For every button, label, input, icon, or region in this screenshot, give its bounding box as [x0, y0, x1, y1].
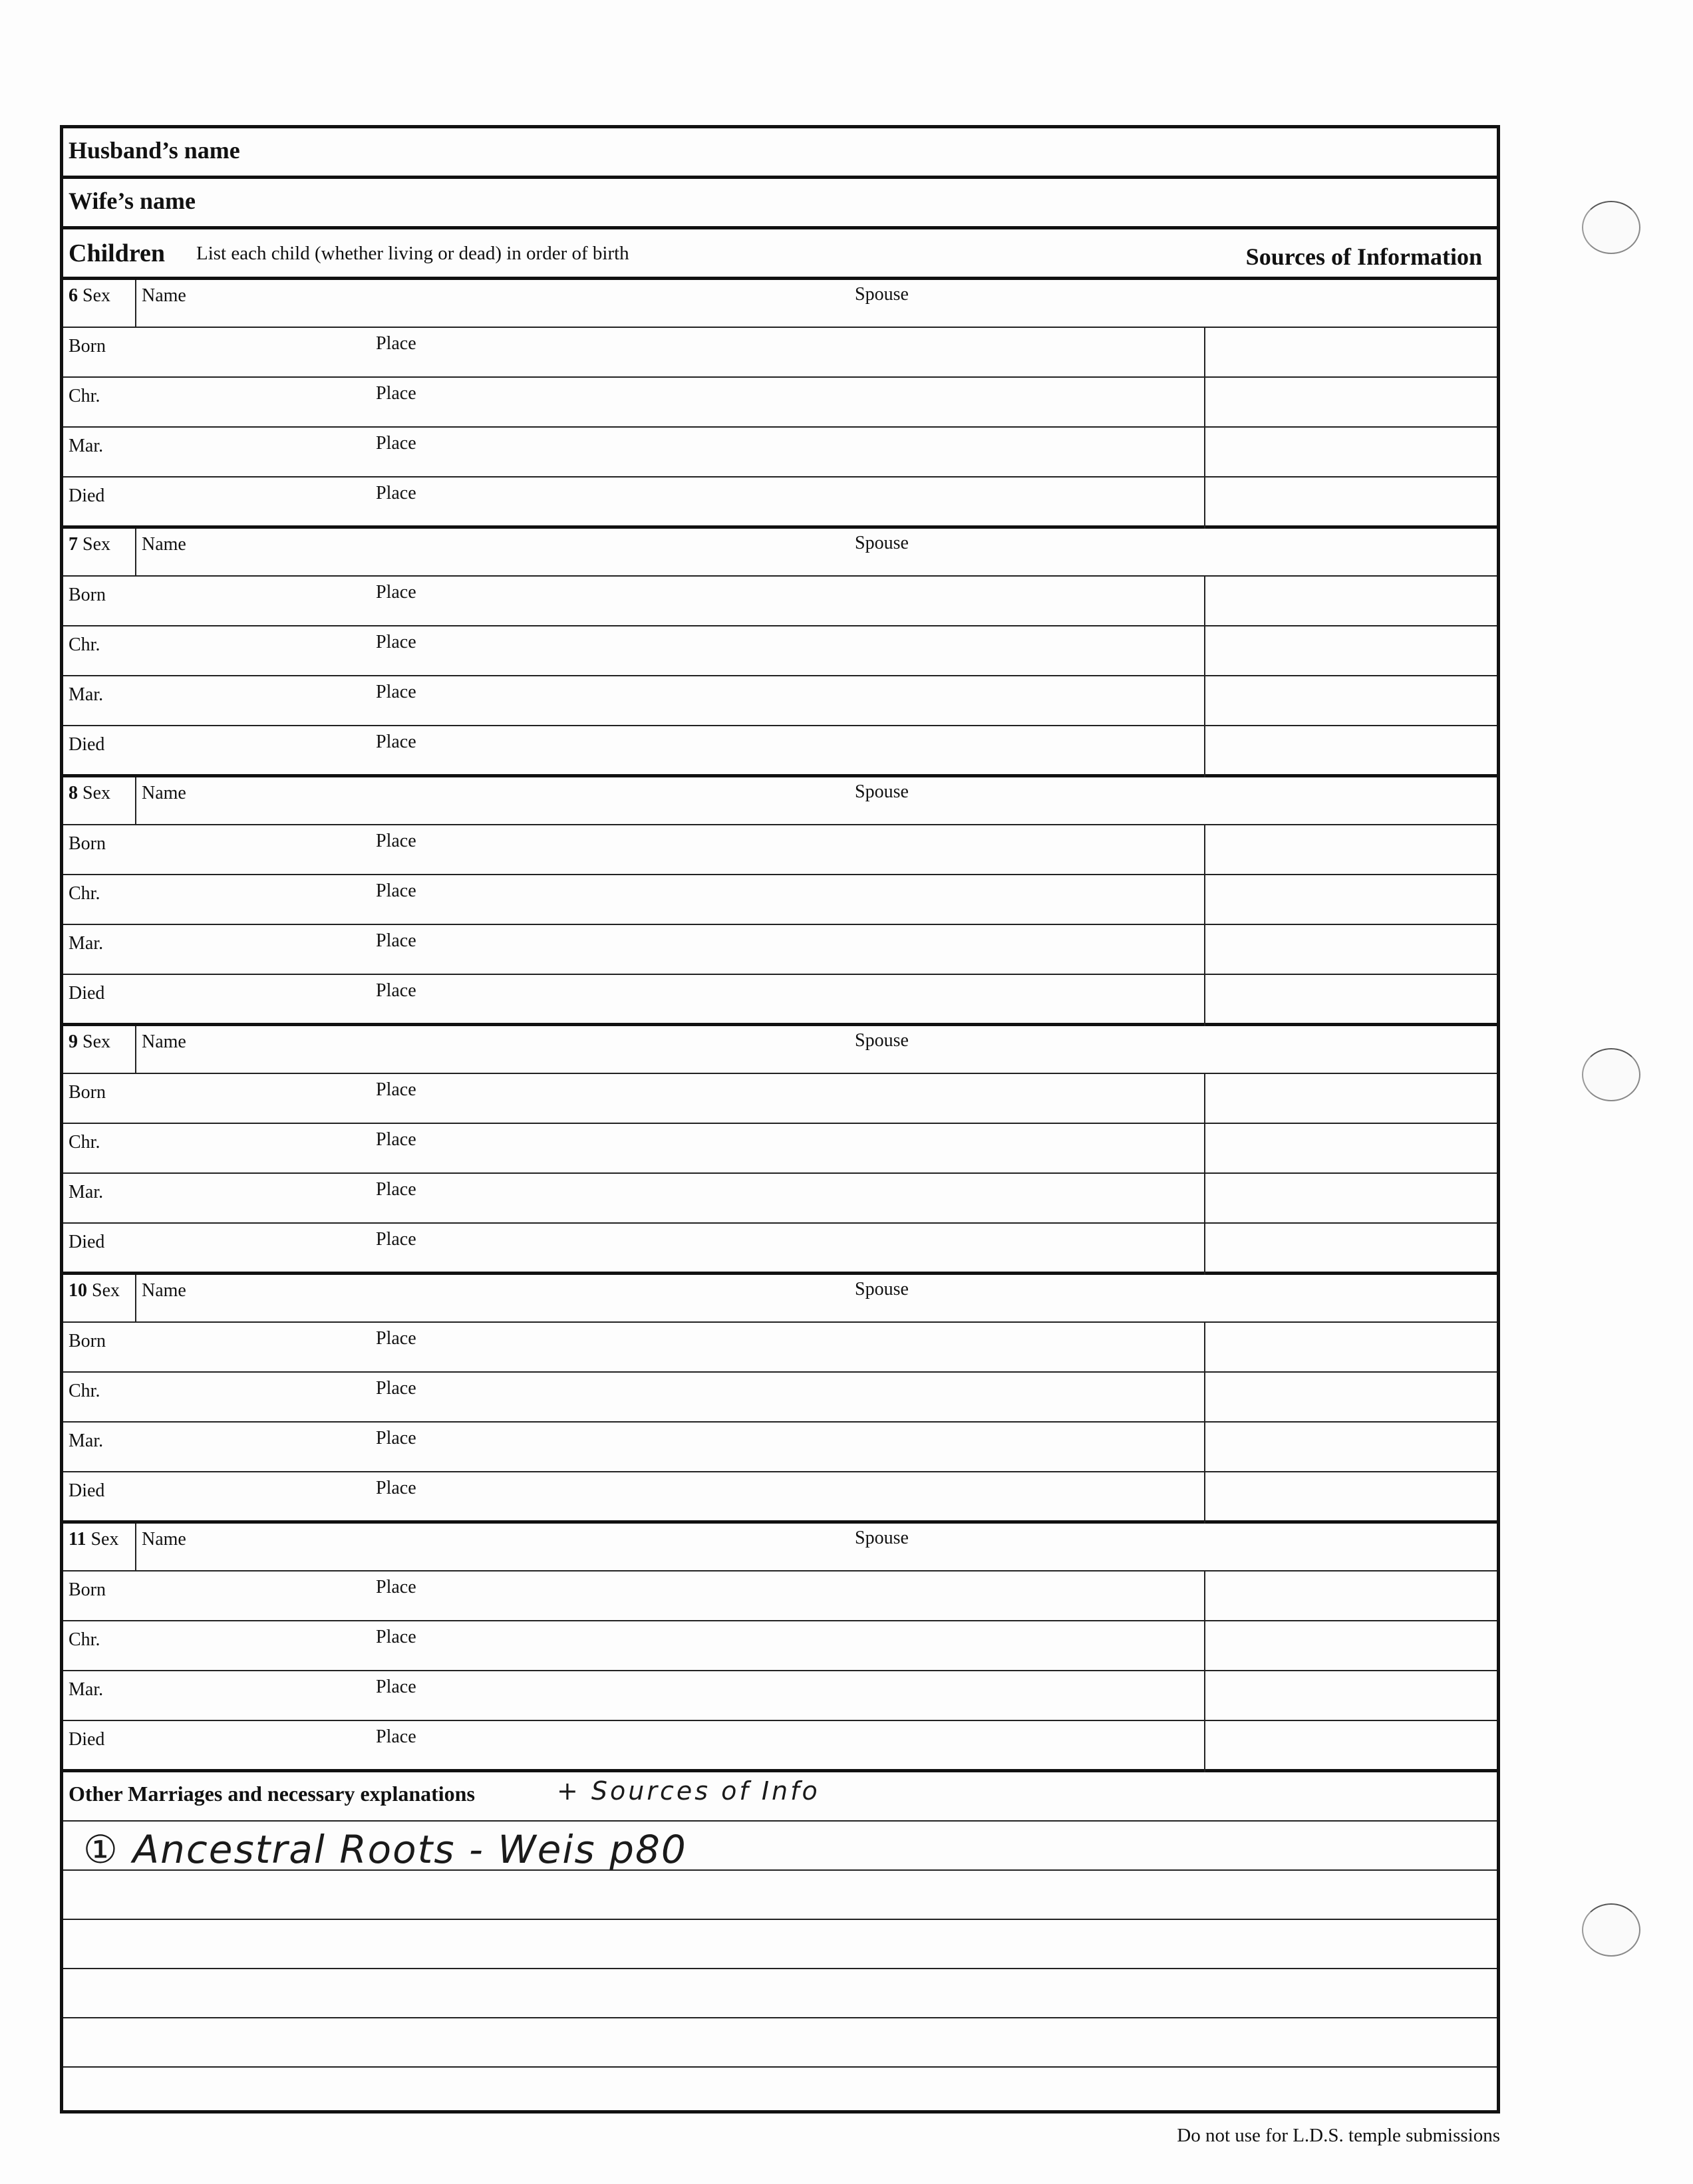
name-label: Name: [142, 285, 186, 306]
child-block: [63, 280, 1497, 529]
source-cell[interactable]: [1204, 1671, 1205, 1721]
source-cell[interactable]: [1204, 1124, 1205, 1174]
place-label: Place: [376, 1129, 416, 1150]
name-label: Name: [142, 1031, 186, 1052]
spouse-label: Spouse: [855, 781, 909, 802]
place-label: Place: [376, 1079, 416, 1100]
wife-label: Wife’s name: [69, 188, 196, 214]
source-cell[interactable]: [1204, 428, 1205, 478]
children-label: Children: [69, 239, 166, 267]
event-row[interactable]: [63, 925, 1497, 975]
event-row[interactable]: [63, 378, 1497, 428]
place-label: Place: [376, 383, 416, 404]
event-label: Mar.: [69, 684, 104, 705]
source-cell[interactable]: [1204, 875, 1205, 925]
place-label: Place: [376, 1428, 416, 1448]
wife-row[interactable]: [63, 179, 1497, 229]
child-name-row[interactable]: [63, 1275, 1497, 1323]
event-row[interactable]: [63, 825, 1497, 875]
husband-row[interactable]: [63, 128, 1497, 179]
name-divider: [135, 280, 136, 327]
child-block: [63, 1275, 1497, 1524]
place-label: Place: [376, 483, 416, 503]
place-label: Place: [376, 682, 416, 702]
place-label: Place: [376, 1179, 416, 1200]
event-label: Chr.: [69, 386, 100, 406]
name-label: Name: [142, 1280, 186, 1301]
event-label: Born: [69, 336, 106, 356]
event-row[interactable]: [63, 1373, 1497, 1423]
source-cell[interactable]: [1204, 975, 1205, 1026]
source-cell[interactable]: [1204, 378, 1205, 428]
child-block: [63, 1524, 1497, 1772]
place-label: Place: [376, 831, 416, 851]
child-number: 7 Sex: [69, 534, 110, 555]
source-cell[interactable]: [1204, 626, 1205, 676]
name-divider: [135, 1026, 136, 1073]
spouse-label: Spouse: [855, 1279, 909, 1299]
child-block: [63, 777, 1497, 1026]
place-label: Place: [376, 732, 416, 752]
child-number: 9 Sex: [69, 1031, 110, 1052]
event-row[interactable]: [63, 1074, 1497, 1124]
husband-label: Husband’s name: [69, 137, 240, 164]
child-number: 10 Sex: [69, 1280, 120, 1301]
event-row[interactable]: [63, 1721, 1497, 1771]
event-label: Born: [69, 833, 106, 854]
place-label: Place: [376, 433, 416, 454]
event-label: Chr.: [69, 1629, 100, 1650]
event-label: Mar.: [69, 1431, 104, 1451]
place-label: Place: [376, 1726, 416, 1747]
name-divider: [135, 777, 136, 824]
explanation-line[interactable]: [63, 1822, 1497, 1871]
child-block: [63, 1026, 1497, 1275]
punch-hole-top: [1582, 201, 1640, 254]
event-label: Died: [69, 734, 105, 755]
handwritten-source-citation: ① Ancestral Roots - Weis p80: [83, 1827, 687, 1872]
event-label: Born: [69, 1082, 106, 1103]
event-row[interactable]: [63, 577, 1497, 626]
punch-hole-middle: [1582, 1048, 1640, 1101]
place-label: Place: [376, 1229, 416, 1250]
event-row[interactable]: [63, 478, 1497, 527]
place-label: Place: [376, 333, 416, 354]
source-cell[interactable]: [1204, 1224, 1205, 1275]
event-row[interactable]: [63, 1423, 1497, 1472]
event-label: Chr.: [69, 883, 100, 904]
place-label: Place: [376, 930, 416, 951]
event-label: Chr.: [69, 1132, 100, 1153]
children-header: [63, 229, 1497, 280]
footer-notice: Do not use for L.D.S. temple submissions: [1177, 2125, 1500, 2146]
event-label: Died: [69, 1232, 105, 1252]
event-row[interactable]: [63, 1671, 1497, 1721]
name-divider: [135, 1275, 136, 1321]
other-marriages-label: Other Marriages and necessary explanations: [69, 1782, 475, 1806]
name-label: Name: [142, 1529, 186, 1550]
child-name-row[interactable]: [63, 280, 1497, 328]
place-label: Place: [376, 1627, 416, 1647]
event-row[interactable]: [63, 626, 1497, 676]
event-label: Born: [69, 1331, 106, 1351]
child-number: 11 Sex: [69, 1529, 119, 1550]
place-label: Place: [376, 1328, 416, 1349]
event-label: Died: [69, 1729, 105, 1750]
event-row[interactable]: [63, 676, 1497, 726]
family-group-record-form: [60, 125, 1500, 2114]
place-label: Place: [376, 881, 416, 901]
place-label: Place: [376, 1378, 416, 1399]
event-row[interactable]: [63, 726, 1497, 776]
event-row[interactable]: [63, 1621, 1497, 1671]
event-label: Mar.: [69, 436, 104, 456]
event-row[interactable]: [63, 1224, 1497, 1274]
explanation-line[interactable]: [63, 1920, 1497, 1969]
event-row[interactable]: [63, 1124, 1497, 1174]
event-row[interactable]: [63, 1174, 1497, 1224]
source-cell[interactable]: [1204, 1074, 1205, 1124]
source-cell[interactable]: [1204, 328, 1205, 378]
children-instruction: List each child (whether living or dead) in order of birth: [196, 243, 629, 264]
source-cell[interactable]: [1204, 1373, 1205, 1423]
spouse-label: Spouse: [855, 1030, 909, 1051]
event-label: Mar.: [69, 1679, 104, 1700]
source-cell[interactable]: [1204, 478, 1205, 529]
place-label: Place: [376, 1577, 416, 1597]
source-cell[interactable]: [1204, 1323, 1205, 1373]
explanation-line[interactable]: [63, 2018, 1497, 2068]
event-label: Chr.: [69, 634, 100, 655]
name-divider: [135, 1524, 136, 1570]
child-name-row[interactable]: [63, 529, 1497, 577]
name-divider: [135, 529, 136, 575]
child-number: 6 Sex: [69, 285, 110, 306]
handwritten-sources-note: + Sources of Info: [557, 1776, 820, 1806]
source-cell[interactable]: [1204, 577, 1205, 626]
event-label: Mar.: [69, 933, 104, 954]
place-label: Place: [376, 582, 416, 603]
sources-label: Sources of Information: [1245, 243, 1482, 270]
child-name-row[interactable]: [63, 1026, 1497, 1074]
event-row[interactable]: [63, 1472, 1497, 1522]
punch-hole-bottom: [1582, 1903, 1640, 1957]
place-label: Place: [376, 1478, 416, 1498]
source-cell[interactable]: [1204, 925, 1205, 975]
event-row[interactable]: [63, 328, 1497, 378]
source-cell[interactable]: [1204, 1721, 1205, 1772]
spouse-label: Spouse: [855, 1528, 909, 1548]
source-cell[interactable]: [1204, 825, 1205, 875]
event-row[interactable]: [63, 975, 1497, 1025]
event-label: Chr.: [69, 1381, 100, 1401]
event-row[interactable]: [63, 428, 1497, 478]
child-number: 8 Sex: [69, 783, 110, 803]
other-marriages-header: [63, 1772, 1497, 1822]
name-label: Name: [142, 534, 186, 555]
source-cell[interactable]: [1204, 1472, 1205, 1524]
explanation-line[interactable]: [63, 1871, 1497, 1920]
source-cell[interactable]: [1204, 726, 1205, 777]
explanation-line[interactable]: [63, 1969, 1497, 2018]
child-block: [63, 529, 1497, 777]
place-label: Place: [376, 632, 416, 652]
name-label: Name: [142, 783, 186, 803]
source-cell[interactable]: [1204, 1423, 1205, 1472]
event-label: Mar.: [69, 1182, 104, 1202]
spouse-label: Spouse: [855, 284, 909, 305]
event-row[interactable]: [63, 1571, 1497, 1621]
source-cell[interactable]: [1204, 1621, 1205, 1671]
event-label: Born: [69, 1579, 106, 1600]
source-cell[interactable]: [1204, 676, 1205, 726]
source-cell[interactable]: [1204, 1174, 1205, 1224]
event-label: Died: [69, 485, 105, 506]
event-label: Died: [69, 983, 105, 1004]
spouse-label: Spouse: [855, 533, 909, 553]
event-label: Died: [69, 1480, 105, 1501]
source-cell[interactable]: [1204, 1571, 1205, 1621]
place-label: Place: [376, 1677, 416, 1697]
event-row[interactable]: [63, 875, 1497, 925]
event-row[interactable]: [63, 1323, 1497, 1373]
child-name-row[interactable]: [63, 1524, 1497, 1571]
event-label: Born: [69, 585, 106, 605]
place-label: Place: [376, 980, 416, 1001]
child-name-row[interactable]: [63, 777, 1497, 825]
